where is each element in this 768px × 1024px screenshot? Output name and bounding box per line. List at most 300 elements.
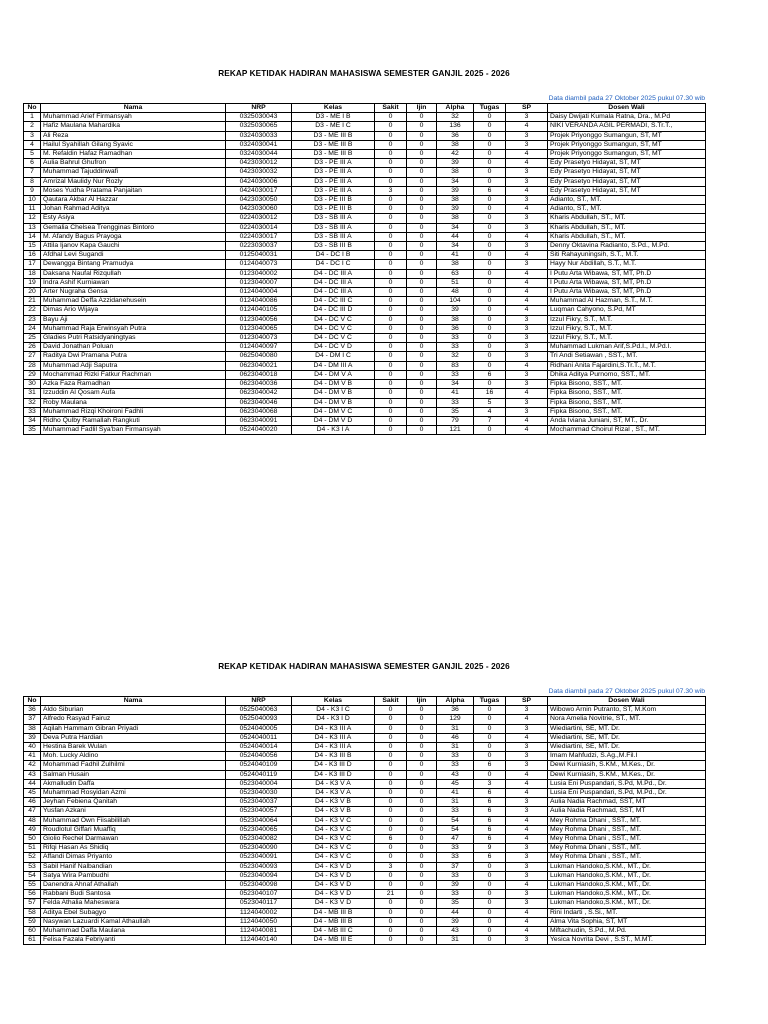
cell-alpha: 42 <box>437 150 474 159</box>
table-row <box>24 159 706 168</box>
cell-no: 37 <box>24 715 41 724</box>
cell-no: 47 <box>24 807 41 816</box>
cell-sakit: 0 <box>375 752 407 761</box>
cell-alpha: 36 <box>437 324 474 333</box>
cell-dosen-wali: Kharis Abdullah, ST., MT. <box>548 232 706 241</box>
cell-dosen-wali: Fipka Bisono, SST., MT. <box>548 380 706 389</box>
cell-kelas: D3 - ME I C <box>292 122 375 131</box>
cell-alpha: 38 <box>437 196 474 205</box>
cell-nama: Aditya Ebel Subagyo <box>41 908 226 917</box>
cell-tugas: 5 <box>474 398 506 407</box>
cell-sp: 3 <box>506 168 548 177</box>
table-row <box>24 881 706 890</box>
cell-ijin: 0 <box>407 269 437 278</box>
table-row <box>24 177 706 186</box>
report-title: REKAP KETIDAK HADIRAN MAHASISWA SEMESTER GANJIL 2025 - 2026 <box>218 662 510 671</box>
cell-nrp: 0523040094 <box>226 871 292 880</box>
cell-alpha: 33 <box>437 853 474 862</box>
cell-sp: 4 <box>506 426 548 435</box>
header-tugas: Tugas <box>474 697 506 706</box>
cell-kelas: D3 - SB III A <box>292 232 375 241</box>
cell-nrp: 0124040073 <box>226 260 292 269</box>
cell-tugas: 0 <box>474 334 506 343</box>
cell-nrp: 0424030006 <box>226 177 292 186</box>
table-row <box>24 816 706 825</box>
cell-sp: 4 <box>506 251 548 260</box>
cell-ijin: 0 <box>407 122 437 131</box>
cell-no: 18 <box>24 269 41 278</box>
cell-alpha: 36 <box>437 131 474 140</box>
header-no: No <box>24 104 41 113</box>
cell-kelas: D4 - DC I B <box>292 251 375 260</box>
table-row <box>24 232 706 241</box>
cell-dosen-wali: Fipka Bisono, SST., MT. <box>548 407 706 416</box>
table-row <box>24 416 706 425</box>
cell-dosen-wali: Lusia Eni Puspandari, S.Pd, M.Pd., Dr. <box>548 789 706 798</box>
cell-sakit: 0 <box>375 140 407 149</box>
cell-sp: 4 <box>506 159 548 168</box>
data-timestamp-note: Data diambil pada 27 Oktober 2025 pukul 07.30 wib <box>548 688 705 695</box>
cell-ijin: 0 <box>407 242 437 251</box>
table-row <box>24 168 706 177</box>
cell-tugas: 0 <box>474 380 506 389</box>
cell-kelas: D3 - PE III B <box>292 196 375 205</box>
cell-tugas: 0 <box>474 715 506 724</box>
cell-nrp: 0424030017 <box>226 186 292 195</box>
cell-nama: Daksana Naufal Rizqullah <box>41 269 226 278</box>
table-header-row <box>24 697 706 706</box>
cell-ijin: 0 <box>407 835 437 844</box>
cell-alpha: 37 <box>437 862 474 871</box>
cell-nama: Azka Faza Ramadhan <box>41 380 226 389</box>
cell-sakit: 0 <box>375 733 407 742</box>
cell-kelas: D4 - DM V C <box>292 407 375 416</box>
cell-dosen-wali: Daisy Dwijati Kumala Ratna, Dra., M.Pd <box>548 113 706 122</box>
cell-sakit: 0 <box>375 324 407 333</box>
cell-kelas: D4 - K3 V D <box>292 899 375 908</box>
cell-dosen-wali: Muhammad Al Hazman, S.T., M.T. <box>548 297 706 306</box>
cell-sakit: 0 <box>375 288 407 297</box>
table-row <box>24 871 706 880</box>
cell-no: 39 <box>24 733 41 742</box>
cell-no: 21 <box>24 297 41 306</box>
cell-kelas: D4 - K3 I C <box>292 706 375 715</box>
cell-kelas: D4 - K3 V D <box>292 890 375 899</box>
cell-sp: 4 <box>506 835 548 844</box>
cell-alpha: 48 <box>437 288 474 297</box>
cell-nrp: 0124040004 <box>226 288 292 297</box>
cell-ijin: 0 <box>407 743 437 752</box>
cell-no: 20 <box>24 288 41 297</box>
header-nrp: NRP <box>226 697 292 706</box>
cell-ijin: 0 <box>407 324 437 333</box>
cell-nrp: 0524040014 <box>226 743 292 752</box>
cell-nrp: 0523040090 <box>226 844 292 853</box>
cell-sp: 3 <box>506 862 548 871</box>
cell-dosen-wali: Fipka Bisono, SST., MT. <box>548 398 706 407</box>
cell-alpha: 79 <box>437 416 474 425</box>
cell-ijin: 0 <box>407 196 437 205</box>
cell-ijin: 0 <box>407 306 437 315</box>
cell-tugas: 0 <box>474 890 506 899</box>
table-row <box>24 361 706 370</box>
cell-ijin: 0 <box>407 334 437 343</box>
cell-no: 48 <box>24 816 41 825</box>
cell-no: 2 <box>24 122 41 131</box>
cell-nama: Roudlotul Giffari Muaffiq <box>41 825 226 834</box>
cell-no: 36 <box>24 706 41 715</box>
cell-alpha: 32 <box>437 113 474 122</box>
cell-dosen-wali: Lukman Handoko,S.KM., MT., Dr. <box>548 862 706 871</box>
cell-tugas: 0 <box>474 278 506 287</box>
cell-ijin: 0 <box>407 862 437 871</box>
cell-kelas: D4 - K3 I A <box>292 426 375 435</box>
cell-sp: 3 <box>506 936 548 945</box>
cell-ijin: 0 <box>407 260 437 269</box>
cell-ijin: 0 <box>407 927 437 936</box>
cell-alpha: 33 <box>437 334 474 343</box>
cell-nrp: 0325030043 <box>226 113 292 122</box>
cell-dosen-wali: Yesica Novrita Devi , S.ST., M.MT. <box>548 936 706 945</box>
cell-tugas: 6 <box>474 370 506 379</box>
table-row <box>24 288 706 297</box>
cell-nama: Muhammad Rizqi Khoironi Fadhli <box>41 407 226 416</box>
cell-nama: Affandi Dimas Priyanto <box>41 853 226 862</box>
cell-sakit: 0 <box>375 807 407 816</box>
cell-no: 43 <box>24 770 41 779</box>
cell-sakit: 0 <box>375 908 407 917</box>
cell-sp: 4 <box>506 288 548 297</box>
cell-dosen-wali: Siti Rahayuningsih, S.T., M.T. <box>548 251 706 260</box>
cell-alpha: 41 <box>437 789 474 798</box>
cell-nrp: 0623040046 <box>226 398 292 407</box>
cell-sakit: 0 <box>375 242 407 251</box>
cell-nama: Bayu Aji <box>41 315 226 324</box>
cell-no: 11 <box>24 205 41 214</box>
cell-tugas: 0 <box>474 260 506 269</box>
cell-sp: 4 <box>506 789 548 798</box>
cell-tugas: 0 <box>474 113 506 122</box>
cell-nrp: 0324030044 <box>226 150 292 159</box>
cell-tugas: 0 <box>474 288 506 297</box>
cell-alpha: 46 <box>437 733 474 742</box>
table-row <box>24 761 706 770</box>
cell-no: 61 <box>24 936 41 945</box>
cell-dosen-wali: Aulia Nadia Rachmad, SST, MT <box>548 807 706 816</box>
table-row <box>24 844 706 853</box>
cell-nrp: 0625040080 <box>226 352 292 361</box>
cell-sp: 3 <box>506 807 548 816</box>
cell-sp: 3 <box>506 853 548 862</box>
cell-alpha: 33 <box>437 807 474 816</box>
cell-no: 27 <box>24 352 41 361</box>
cell-sp: 3 <box>506 260 548 269</box>
cell-tugas: 0 <box>474 706 506 715</box>
cell-sp: 3 <box>506 706 548 715</box>
cell-nama: M. Refaldin Hafaz Ramadhan <box>41 150 226 159</box>
cell-ijin: 0 <box>407 853 437 862</box>
cell-tugas: 0 <box>474 168 506 177</box>
cell-nrp: 0324030041 <box>226 140 292 149</box>
cell-nrp: 0623040042 <box>226 389 292 398</box>
cell-dosen-wali: Dhika Aditya Purnomo, SST., MT. <box>548 370 706 379</box>
cell-alpha: 104 <box>437 297 474 306</box>
cell-kelas: D3 - SB III A <box>292 214 375 223</box>
cell-kelas: D4 - DM V B <box>292 398 375 407</box>
cell-tugas: 0 <box>474 752 506 761</box>
cell-dosen-wali: Kharis Abdullah, ST., MT. <box>548 223 706 232</box>
cell-kelas: D4 - K3 V A <box>292 779 375 788</box>
cell-sakit: 0 <box>375 306 407 315</box>
cell-nrp: 0224030017 <box>226 232 292 241</box>
cell-dosen-wali: Fipka Bisono, SST., MT. <box>548 389 706 398</box>
cell-nama: Aulia Bahrul Ghufron <box>41 159 226 168</box>
cell-alpha: 39 <box>437 159 474 168</box>
cell-no: 30 <box>24 380 41 389</box>
cell-nama: Hafiz Maulana Mahardika <box>41 122 226 131</box>
cell-nrp: 0523040093 <box>226 862 292 871</box>
cell-sakit: 0 <box>375 315 407 324</box>
cell-dosen-wali: Edy Prasetyo Hidayat, ST, MT <box>548 186 706 195</box>
cell-sp: 4 <box>506 733 548 742</box>
cell-no: 57 <box>24 899 41 908</box>
cell-alpha: 38 <box>437 260 474 269</box>
cell-no: 55 <box>24 881 41 890</box>
cell-ijin: 0 <box>407 150 437 159</box>
cell-sp: 4 <box>506 770 548 779</box>
cell-sakit: 0 <box>375 370 407 379</box>
cell-sakit: 0 <box>375 196 407 205</box>
cell-kelas: D4 - DM V B <box>292 380 375 389</box>
cell-dosen-wali: Anda Iviana Juniani, ST, MT., Dr. <box>548 416 706 425</box>
cell-kelas: D3 - PE III B <box>292 205 375 214</box>
cell-tugas: 0 <box>474 196 506 205</box>
table-row <box>24 706 706 715</box>
cell-ijin: 0 <box>407 899 437 908</box>
cell-kelas: D3 - PE III A <box>292 168 375 177</box>
cell-nrp: 0523040057 <box>226 807 292 816</box>
cell-alpha: 63 <box>437 269 474 278</box>
cell-dosen-wali: I Putu Arta Wibawa, ST, MT, Ph.D <box>548 269 706 278</box>
cell-ijin: 0 <box>407 315 437 324</box>
cell-tugas: 0 <box>474 871 506 880</box>
cell-nrp: 0123040056 <box>226 315 292 324</box>
table-row <box>24 150 706 159</box>
cell-sakit: 0 <box>375 779 407 788</box>
cell-ijin: 0 <box>407 844 437 853</box>
table-row <box>24 770 706 779</box>
cell-kelas: D4 - K3 V D <box>292 871 375 880</box>
cell-nama: Akmalludin Daffa <box>41 779 226 788</box>
table-row <box>24 853 706 862</box>
cell-no: 50 <box>24 835 41 844</box>
cell-sp: 3 <box>506 370 548 379</box>
cell-dosen-wali: Miftachudin, S.Pd., M.Pd. <box>548 927 706 936</box>
cell-ijin: 0 <box>407 140 437 149</box>
table-row <box>24 825 706 834</box>
cell-nama: Muhammad Daffa Maulana <box>41 927 226 936</box>
cell-sp: 3 <box>506 743 548 752</box>
cell-sakit: 0 <box>375 724 407 733</box>
cell-nrp: 0524040020 <box>226 426 292 435</box>
cell-tugas: 0 <box>474 862 506 871</box>
cell-sp: 4 <box>506 917 548 926</box>
cell-nrp: 0224030014 <box>226 223 292 232</box>
cell-sakit: 0 <box>375 168 407 177</box>
cell-nama: Izzuddin Al Qosam Aufa <box>41 389 226 398</box>
cell-no: 60 <box>24 927 41 936</box>
cell-nama: Indra Ashif Kurniawan <box>41 278 226 287</box>
table-row <box>24 334 706 343</box>
cell-nama: Gladies Putri Ratsidyaningtyas <box>41 334 226 343</box>
cell-tugas: 0 <box>474 177 506 186</box>
table-row <box>24 242 706 251</box>
cell-ijin: 0 <box>407 789 437 798</box>
cell-nama: Johan Rahmad Aditya <box>41 205 226 214</box>
cell-kelas: D4 - DC III A <box>292 269 375 278</box>
cell-alpha: 121 <box>437 426 474 435</box>
cell-kelas: D4 - K3 III D <box>292 761 375 770</box>
cell-sp: 3 <box>506 242 548 251</box>
cell-ijin: 0 <box>407 407 437 416</box>
table-row <box>24 269 706 278</box>
header-nama: Nama <box>41 697 226 706</box>
cell-tugas: 0 <box>474 315 506 324</box>
cell-dosen-wali: Izzul Fikry, S.T., M.T. <box>548 334 706 343</box>
cell-sakit: 0 <box>375 113 407 122</box>
header-dosen-wali: Dosen Wali <box>548 697 706 706</box>
cell-no: 49 <box>24 825 41 834</box>
cell-nama: Gemalia Chelsea Trengginas Bintoro <box>41 223 226 232</box>
cell-ijin: 0 <box>407 798 437 807</box>
table-row <box>24 196 706 205</box>
cell-dosen-wali: Adianto, ST., MT. <box>548 205 706 214</box>
cell-kelas: D4 - DC III A <box>292 288 375 297</box>
cell-nama: Dimas Ario Wijaya <box>41 306 226 315</box>
cell-kelas: D4 - DC III D <box>292 306 375 315</box>
cell-tugas: 6 <box>474 789 506 798</box>
cell-tugas: 0 <box>474 343 506 352</box>
cell-no: 32 <box>24 398 41 407</box>
header-ijin: Ijin <box>407 104 437 113</box>
cell-nama: Moses Yudha Pratama Panjaitan <box>41 186 226 195</box>
cell-alpha: 31 <box>437 724 474 733</box>
cell-sakit: 0 <box>375 278 407 287</box>
cell-tugas: 0 <box>474 724 506 733</box>
cell-nrp: 0525040063 <box>226 706 292 715</box>
cell-ijin: 0 <box>407 936 437 945</box>
cell-nama: Nasywan Lazuardi Kamal Athaullah <box>41 917 226 926</box>
cell-dosen-wali: Denny Oktavina Radianto, S.Pd., M.Pd. <box>548 242 706 251</box>
cell-dosen-wali: I Putu Arta Wibawa, ST, MT, Ph.D <box>548 288 706 297</box>
cell-kelas: D4 - K3 III A <box>292 743 375 752</box>
cell-alpha: 34 <box>437 177 474 186</box>
cell-sp: 4 <box>506 779 548 788</box>
table-row <box>24 908 706 917</box>
cell-kelas: D3 - ME III B <box>292 140 375 149</box>
cell-dosen-wali: Dewi Kurniasih, S.KM., M.Kes., Dr. <box>548 770 706 779</box>
cell-sakit: 0 <box>375 917 407 926</box>
table-row <box>24 223 706 232</box>
cell-ijin: 0 <box>407 223 437 232</box>
cell-nrp: 0123040007 <box>226 278 292 287</box>
table-row <box>24 398 706 407</box>
cell-ijin: 0 <box>407 825 437 834</box>
cell-sakit: 21 <box>375 890 407 899</box>
cell-kelas: D3 - SB III B <box>292 242 375 251</box>
cell-nama: Amrizal Maulidy Nur Rozly <box>41 177 226 186</box>
cell-no: 1 <box>24 113 41 122</box>
cell-kelas: D4 - MB III B <box>292 908 375 917</box>
cell-nrp: 0123040065 <box>226 324 292 333</box>
cell-tugas: 16 <box>474 389 506 398</box>
cell-sakit: 6 <box>375 835 407 844</box>
cell-dosen-wali: Mey Rohma Dhani , SST., MT. <box>548 835 706 844</box>
cell-dosen-wali: Lukman Handoko,S.KM., MT., Dr. <box>548 871 706 880</box>
header-nrp: NRP <box>226 104 292 113</box>
table-row <box>24 752 706 761</box>
cell-no: 13 <box>24 223 41 232</box>
cell-dosen-wali: I Putu Arta Wibawa, ST, MT, Ph.D <box>548 278 706 287</box>
cell-ijin: 0 <box>407 251 437 260</box>
cell-ijin: 0 <box>407 807 437 816</box>
table-row <box>24 743 706 752</box>
cell-dosen-wali: Rini Indarti , S.Si., MT. <box>548 908 706 917</box>
cell-kelas: D3 - PE III A <box>292 177 375 186</box>
cell-kelas: D4 - DC I C <box>292 260 375 269</box>
cell-sakit: 0 <box>375 269 407 278</box>
cell-no: 45 <box>24 789 41 798</box>
cell-dosen-wali: Lukman Handoko,S.KM., MT., Dr. <box>548 890 706 899</box>
table-row <box>24 140 706 149</box>
cell-no: 52 <box>24 853 41 862</box>
cell-ijin: 0 <box>407 871 437 880</box>
cell-nrp: 0523040091 <box>226 853 292 862</box>
cell-sp: 3 <box>506 398 548 407</box>
cell-ijin: 0 <box>407 917 437 926</box>
cell-alpha: 129 <box>437 715 474 724</box>
cell-no: 59 <box>24 917 41 926</box>
cell-dosen-wali: Nora Amelia Novitrie, ST., MT. <box>548 715 706 724</box>
cell-no: 54 <box>24 871 41 880</box>
cell-tugas: 6 <box>474 835 506 844</box>
cell-sp: 4 <box>506 269 548 278</box>
header-no: No <box>24 697 41 706</box>
cell-sp: 3 <box>506 131 548 140</box>
cell-nrp: 1124040050 <box>226 917 292 926</box>
cell-alpha: 31 <box>437 936 474 945</box>
cell-sakit: 0 <box>375 899 407 908</box>
cell-dosen-wali: Mey Rohma Dhani , SST., MT. <box>548 825 706 834</box>
cell-alpha: 32 <box>437 352 474 361</box>
cell-kelas: D4 - K3 V D <box>292 862 375 871</box>
cell-kelas: D4 - DM III A <box>292 361 375 370</box>
cell-sakit: 0 <box>375 706 407 715</box>
cell-nrp: 1124040002 <box>226 908 292 917</box>
cell-sp: 3 <box>506 223 548 232</box>
cell-no: 26 <box>24 343 41 352</box>
cell-tugas: 0 <box>474 232 506 241</box>
cell-nama: Muhammad Tajuddinwafi <box>41 168 226 177</box>
cell-tugas: 0 <box>474 251 506 260</box>
cell-sakit: 0 <box>375 936 407 945</box>
cell-sakit: 3 <box>375 186 407 195</box>
cell-no: 41 <box>24 752 41 761</box>
cell-alpha: 33 <box>437 890 474 899</box>
report-title: REKAP KETIDAK HADIRAN MAHASISWA SEMESTER GANJIL 2025 - 2026 <box>218 69 510 78</box>
cell-ijin: 0 <box>407 416 437 425</box>
header-kelas: Kelas <box>292 104 375 113</box>
